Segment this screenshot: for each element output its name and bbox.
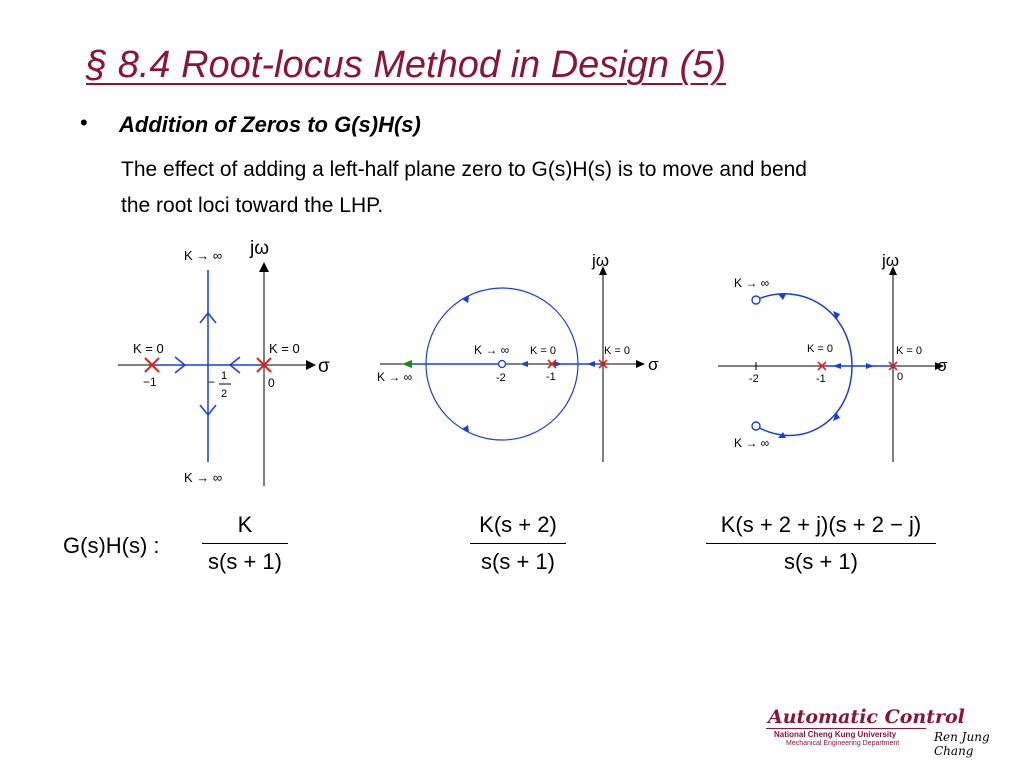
tf-denominator: s(s + 1) bbox=[481, 549, 555, 574]
page-title: § 8.4 Root-locus Method in Design (5) bbox=[86, 44, 726, 86]
fraction-bar bbox=[202, 543, 288, 544]
transfer-function-label: G(s)H(s) : bbox=[63, 533, 160, 558]
sigma-label: σ bbox=[648, 355, 659, 374]
tick-minus-1: −1 bbox=[143, 375, 157, 389]
sigma-label: σ bbox=[937, 356, 948, 375]
arrow-left-icon bbox=[866, 363, 874, 369]
bullet-heading: Addition of Zeros to G(s)H(s) bbox=[119, 112, 421, 137]
k-inf-bottom-label: K → ∞ bbox=[184, 470, 223, 485]
tick-zero: 0 bbox=[268, 376, 275, 390]
k0-a-label: K = 0 bbox=[807, 343, 833, 355]
k0-a-label: K = 0 bbox=[530, 345, 556, 357]
transfer-function-2 bbox=[470, 510, 566, 577]
tf-numerator: K(s + 2 + j)(s + 2 − j) bbox=[720, 512, 922, 537]
arrow-arc-end-top-icon bbox=[778, 294, 786, 300]
logo-department: Mechanical Engineering Department bbox=[786, 740, 900, 747]
tf-denominator: s(s + 1) bbox=[208, 549, 282, 574]
tf-numerator: K(s + 2) bbox=[479, 512, 557, 537]
k0-b-label: K = 0 bbox=[896, 345, 922, 357]
logo-university: National Cheng Kung University bbox=[774, 730, 897, 739]
fraction-bar bbox=[470, 543, 566, 544]
tick-half-sign: − bbox=[208, 375, 216, 389]
transfer-function-3 bbox=[706, 510, 936, 577]
k0-left-label: K = 0 bbox=[133, 341, 164, 356]
jw-label: jω bbox=[882, 251, 900, 270]
tick-minus-1: -1 bbox=[816, 373, 826, 385]
k0-b-label: K = 0 bbox=[604, 345, 630, 357]
author-signature: Ren Jung Chang bbox=[934, 730, 990, 758]
jw-label: jω bbox=[250, 238, 270, 259]
tf-numerator: K bbox=[237, 512, 253, 537]
jw-label: jω bbox=[592, 251, 610, 270]
k-inf-bottom-label: K → ∞ bbox=[734, 436, 770, 450]
k-inf-top-label: K → ∞ bbox=[184, 248, 223, 263]
k0-right-label: K = 0 bbox=[269, 341, 300, 356]
tick-half-num: 1 bbox=[221, 370, 228, 382]
zero-icon bbox=[752, 296, 760, 304]
tf-denominator: s(s + 1) bbox=[784, 549, 858, 574]
body-line-1: The effect of adding a left-half plane zero to G(s)H(s) is to move and bend bbox=[121, 158, 807, 181]
k-inf-zero-label: K → ∞ bbox=[474, 343, 510, 357]
body-line-2: the root loci toward the LHP. bbox=[121, 194, 384, 217]
logo-divider bbox=[766, 728, 926, 729]
logo-brand: Automatic Control bbox=[768, 706, 965, 728]
bullet-marker: • bbox=[80, 110, 88, 135]
tick-zero: 0 bbox=[897, 371, 904, 383]
tick-minus-2: -2 bbox=[749, 373, 759, 385]
tick-half-den: 2 bbox=[221, 388, 228, 400]
fraction-bar bbox=[706, 543, 936, 544]
course-logo bbox=[766, 704, 1016, 758]
transfer-function-1 bbox=[202, 510, 288, 577]
tick-minus-2: -2 bbox=[496, 372, 506, 384]
arrow-right-icon bbox=[833, 363, 841, 369]
tick-minus-1: -1 bbox=[546, 371, 556, 383]
zero-icon bbox=[752, 422, 760, 430]
k-inf-left-label: K → ∞ bbox=[377, 370, 413, 384]
sigma-label: σ bbox=[318, 356, 330, 377]
k-inf-top-label: K → ∞ bbox=[734, 276, 770, 290]
